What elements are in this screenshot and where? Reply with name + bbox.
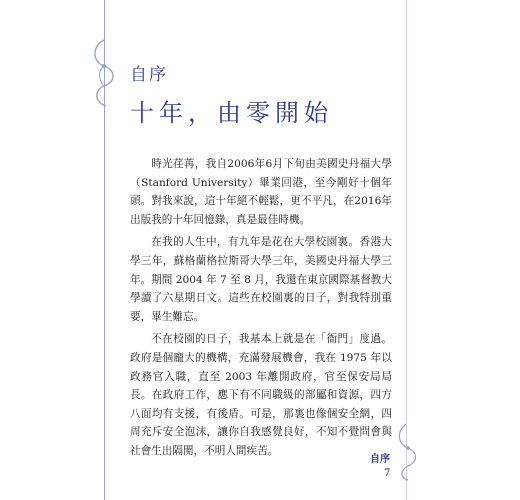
- paragraph: 在我的人生中，有九年是花在大學校園裏。香港大學三年，蘇格蘭格拉斯哥大學三年，美國史丹福大學三年。期間 2004 年 7 至 8 月，我還在東京國際基督教大學讀了六星期日文。這些在校園裏的日子，對我特別重要，畢生難忘。: [130, 236, 392, 323]
- paragraph: 不在校園的日子，我基本上就是在「衙門」度過。政府是個龐大的機構，充滿發展機會，我在 1975 年以政務官入職，直至 2003 年離開政府，官至保安局局長。在政府工作，應下有不同職級的部屬和資源，四方八面均有支援，有後盾。可是，那裏也像個安全網，四周充斥安全泡沫，讓你自我感覺良好，不知不覺問會與社會生出隔閡，不明人間疾苦。: [130, 333, 392, 457]
- paragraph: 時光荏苒，我自2006年6月下旬由美國史丹福大學（Stanford University）畢業回港，至今剛好十個年頭。對我來說，這十年絕不輕鬆，更不平凡，在2016年出版我的十年回憶錄，真是最佳時機。: [130, 158, 392, 226]
- page-number: 7: [384, 468, 391, 479]
- page-title: 十年，由零開始: [130, 99, 333, 127]
- section-label: 自序: [130, 65, 168, 85]
- decorative-swirl-icon: [390, 422, 426, 482]
- body-text: [130, 155, 392, 465]
- footer-section-label: 自序: [370, 454, 390, 465]
- decorative-swirl-icon: [86, 36, 126, 110]
